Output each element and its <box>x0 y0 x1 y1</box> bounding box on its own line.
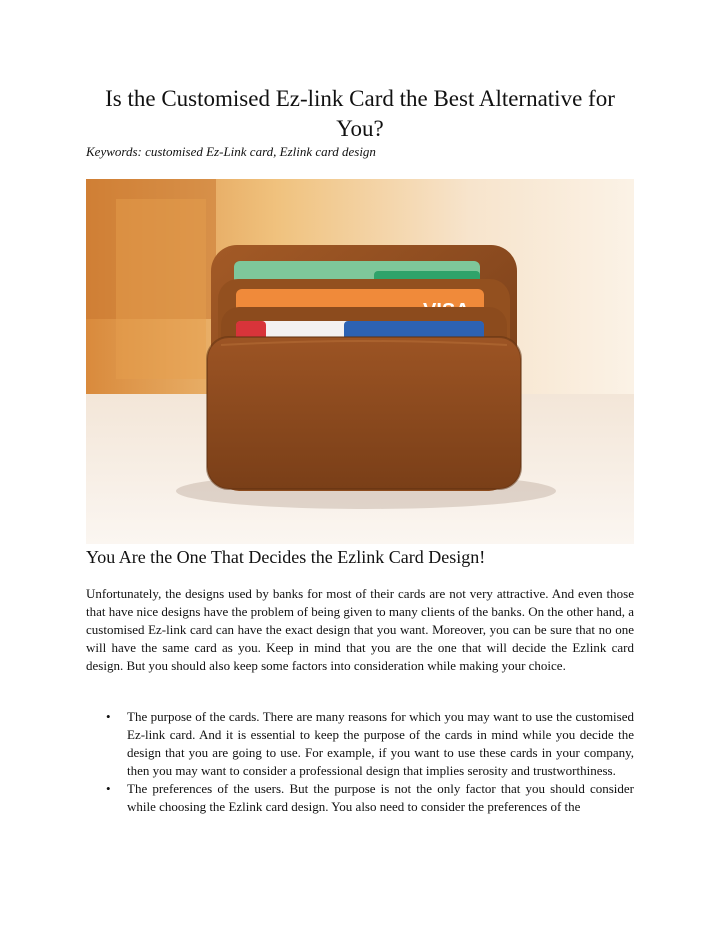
bullet-icon: • <box>106 781 111 796</box>
bullet-text: The purpose of the cards. There are many reasons for which you may want to use the customised Ez-link card. And it is essential to keep the purpose of the cards in mind while you decide the design that you are going to use. For example, if you want to use these cards in your company, then you may want to consider a professional design that implies serosity and trustworthiness. <box>127 709 634 778</box>
keywords-line: Keywords: customised Ez-Link card, Ezlink card design <box>86 144 376 159</box>
list-item <box>86 708 634 780</box>
document-title: Is the Customised Ez-link Card the Best Alternative for You? <box>105 86 615 141</box>
list-item <box>86 780 634 816</box>
bullet-list <box>86 708 634 816</box>
bullet-text: The preferences of the users. But the purpose is not the only factor that you should consider while choosing the Ezlink card design. You also need to consider the preferences of the <box>127 781 634 814</box>
wallet-photo <box>86 179 634 544</box>
section-heading: You Are the One That Decides the Ezlink Card Design! <box>86 547 486 567</box>
body-paragraph: Unfortunately, the designs used by banks for most of their cards are not very attractive. And even those that have nice designs have the problem of being given to many clients of the banks. On the other hand, a customised Ez-link card can have the exact design that you want. Moreover, you can be sure that no one will have the same card as you. Keep in mind that you are the one that will decide the Ezlink card design. But you should also keep some factors into consideration while making your choice. <box>86 586 635 673</box>
bullet-icon: • <box>106 709 111 724</box>
